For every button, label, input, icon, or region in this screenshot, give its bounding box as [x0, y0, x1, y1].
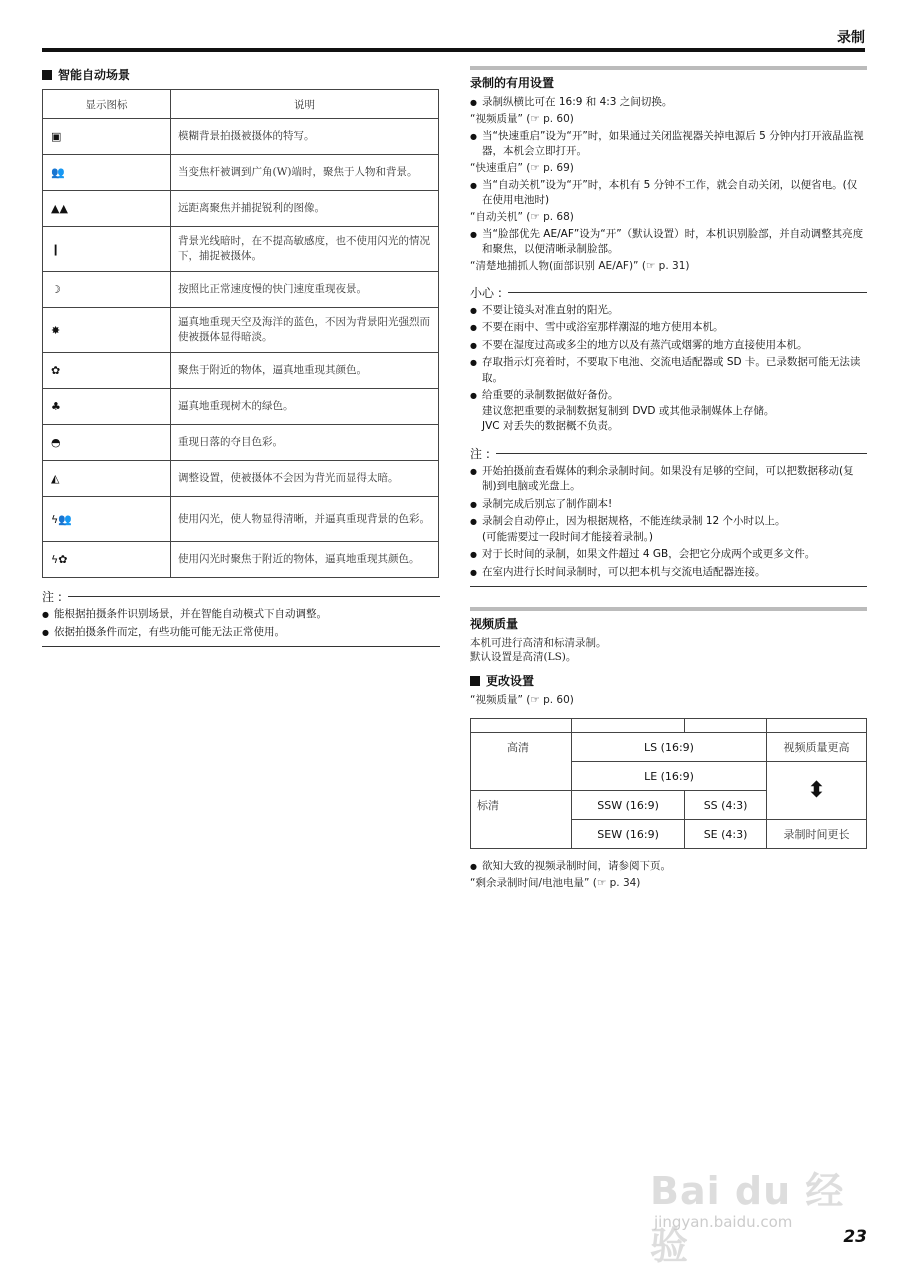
list-item: ● 当“自动关机”设为“开”时，本机有 5 分钟不工作，就会自动关闭，以便省电。(仅在使用电池时)	[470, 178, 867, 209]
page-reference: “清楚地捕抓人物(面部识别 AE/AF)” (☞ p. 31)	[470, 259, 690, 272]
list-item: ● 开始拍摄前查看媒体的剩余录制时间。如果没有足够的空间，可以把数据移动(复制)到电脑或光盘上。	[470, 464, 867, 495]
table-row	[43, 119, 439, 155]
page-reference: “快速重启” (☞ p. 69)	[470, 161, 574, 174]
list-item: ● 录制会自动停止，因为根据规格，不能连续录制 12 个小时以上。 (可能需要过一段时间才能接着录制。)	[470, 514, 867, 545]
note-list	[470, 464, 867, 581]
baidu-watermark	[650, 1150, 860, 1268]
table-row	[43, 191, 439, 227]
page-reference: “视频质量” (☞ p. 60)	[470, 694, 574, 706]
note-label: 注 :	[470, 446, 490, 461]
row-desc: 按照比正常速度慢的快门速度重现夜景。	[171, 272, 439, 308]
le-mode: LE (16:9)	[572, 762, 767, 791]
video-quality-title: 视频质量	[470, 617, 519, 631]
list-item: ● 当“脸部优先 AE/AF”设为“开”（默认设置）时，本机识别脸部，并自动调整其亮度和聚焦，以便清晰录制脸部。	[470, 227, 867, 258]
hd-label: 高清	[471, 733, 572, 791]
row-desc: 模糊背景拍摄被摄体的特写。	[171, 119, 439, 155]
table-row	[43, 542, 439, 578]
scene-section-title: 智能自动场景	[58, 68, 131, 82]
list-item: ● 当“快速重启”设为“开”时，如果通过关闭监视器关掉电源后 5 分钟内打开液晶监视器，本机会立即打开。	[470, 129, 867, 160]
final-list	[470, 859, 867, 875]
list-item: ● 能根据拍摄条件识别场景，并在智能自动模式下自动调整。	[42, 607, 440, 623]
list-item: ● 欲知大致的视频录制时间，请参阅下页。	[470, 859, 867, 875]
table-row	[43, 272, 439, 308]
page-header-title: 录制	[837, 30, 865, 46]
list-item: ● 不要在湿度过高或多尘的地方以及有蒸汽或烟雾的地方直接使用本机。	[470, 338, 867, 354]
list-item: ● 不要让镜头对准直射的阳光。	[470, 303, 867, 319]
section-bar	[470, 607, 867, 611]
candle-icon: ❙	[51, 242, 61, 256]
list-item: ● 不要在雨中、雪中或浴室那样潮湿的地方使用本机。	[470, 320, 867, 336]
note-heading	[470, 445, 867, 462]
sun-burst-icon: ✸	[51, 323, 61, 337]
ls-mode: LS (16:9)	[572, 733, 767, 762]
list-item: ● 录制完成后别忘了制作副本!	[470, 497, 867, 513]
left-column	[42, 66, 440, 647]
useful-list	[470, 178, 867, 209]
row-desc: 逼真地重现天空及海洋的蓝色，不因为背景阳光强烈而使被摄体显得暗淡。	[171, 308, 439, 353]
se-mode: SE (4:3)	[685, 820, 767, 849]
flash-macro-icon: ϟ✿	[51, 553, 68, 566]
caution-heading	[470, 284, 867, 301]
row-desc: 使用闪光时聚焦于附近的物体，逼真地重现其颜色。	[171, 542, 439, 578]
double-arrow-icon	[767, 762, 867, 820]
vq-description: 本机可进行高清和标清录制。	[470, 637, 607, 649]
divider	[42, 646, 440, 647]
col-header-icon: 显示图标	[43, 90, 171, 119]
list-item: ● 对于长时间的录制，如果文件超过 4 GB，会把它分成两个或更多文件。	[470, 547, 867, 563]
road-icon: ◭	[51, 472, 60, 485]
higher-quality-label: 视频质量更高	[767, 733, 867, 762]
tree-icon: ♣	[51, 400, 61, 413]
list-item: ● 存取指示灯亮着时，不要取下电池、交流电适配器或 SD 卡。已录数据可能无法读取。	[470, 355, 867, 386]
table-row	[43, 155, 439, 191]
sunset-icon: ◓	[51, 436, 61, 449]
longer-time-label: 录制时间更长	[767, 820, 867, 849]
table-row	[43, 227, 439, 272]
portrait-icon: ▣	[51, 130, 62, 143]
table-row	[43, 461, 439, 497]
useful-list	[470, 129, 867, 160]
row-desc: 背景光线暗时，在不提高敏感度，也不使用闪光的情况下，捕捉被摄体。	[171, 227, 439, 272]
section-bar	[470, 66, 867, 70]
change-settings-title: 更改设置	[486, 674, 535, 688]
table-row	[471, 733, 867, 762]
sew-mode: SEW (16:9)	[572, 820, 685, 849]
row-desc: 逼真地重现树木的绿色。	[171, 389, 439, 425]
table-row	[43, 425, 439, 461]
mountain-icon: ▲▲	[51, 202, 68, 215]
video-quality-table	[470, 718, 867, 849]
square-bullet-icon	[42, 70, 52, 80]
row-desc: 重现日落的夺目色彩。	[171, 425, 439, 461]
list-item: ● 录制纵横比可在 16:9 和 4:3 之间切换。	[470, 95, 867, 111]
row-desc: 聚焦于附近的物体，逼真地重现其颜色。	[171, 353, 439, 389]
useful-list	[470, 95, 867, 111]
useful-settings-title: 录制的有用设置	[470, 76, 555, 90]
list-item: ● 依据拍摄条件而定，有些功能可能无法正常使用。	[42, 625, 440, 641]
ss-mode: SS (4:3)	[685, 791, 767, 820]
vq-default: 默认设置是高清(LS)。	[470, 651, 577, 663]
change-settings-heading	[470, 672, 867, 689]
table-row	[43, 308, 439, 353]
row-desc: 当变焦杆被调到广角(W)端时，聚焦于人物和背景。	[171, 155, 439, 191]
divider	[508, 292, 867, 293]
col-header-desc: 说明	[171, 90, 439, 119]
watermark-url: jingyan.baidu.com	[654, 1213, 793, 1231]
table-row	[43, 353, 439, 389]
divider	[68, 596, 440, 597]
table-row	[43, 389, 439, 425]
ssw-mode: SSW (16:9)	[572, 791, 685, 820]
row-desc: 使用闪光，使人物显得清晰，并逼真重现背景的色彩。	[171, 497, 439, 542]
scene-table	[42, 89, 439, 578]
right-column	[470, 66, 867, 893]
page-reference: “自动关机” (☞ p. 68)	[470, 210, 574, 223]
flash-portrait-icon: ϟ👥	[51, 512, 72, 526]
row-desc: 远距离聚焦并捕捉锐利的图像。	[171, 191, 439, 227]
page-reference: “剩余录制时间/电池电量” (☞ p. 34)	[470, 876, 641, 889]
scene-table-header	[43, 90, 439, 119]
note-label: 注 :	[42, 590, 62, 604]
moon-icon: ☽	[51, 283, 61, 296]
table-row	[471, 719, 867, 733]
row-desc: 调整设置，使被摄体不会因为背光而显得太暗。	[171, 461, 439, 497]
square-bullet-icon	[470, 676, 480, 686]
divider	[496, 453, 867, 454]
header-rule	[42, 48, 865, 52]
flower-icon: ✿	[51, 364, 61, 377]
caution-label: 小心 :	[470, 285, 502, 300]
page-reference: “视频质量” (☞ p. 60)	[470, 112, 574, 125]
note-list	[42, 607, 440, 640]
caution-list	[470, 303, 867, 435]
list-item: ● 在室内进行长时间录制时，可以把本机与交流电适配器连接。	[470, 565, 867, 581]
sd-label: 标清	[471, 791, 572, 849]
scene-section-heading	[42, 66, 440, 83]
arrow-glyph: ⬍	[807, 778, 826, 803]
useful-list	[470, 227, 867, 258]
group-icon: 👥	[51, 166, 65, 179]
table-row	[43, 497, 439, 542]
list-item: ● 给重要的录制数据做好备份。 建议您把重要的录制数据复制到 DVD 或其他录制媒体上存储。 JVC 对丢失的数据概不负责。	[470, 388, 867, 435]
note-heading	[42, 588, 440, 605]
watermark-logo: Bai du 经验	[650, 1169, 845, 1268]
page-number: 23	[843, 1227, 867, 1247]
divider	[470, 586, 867, 587]
